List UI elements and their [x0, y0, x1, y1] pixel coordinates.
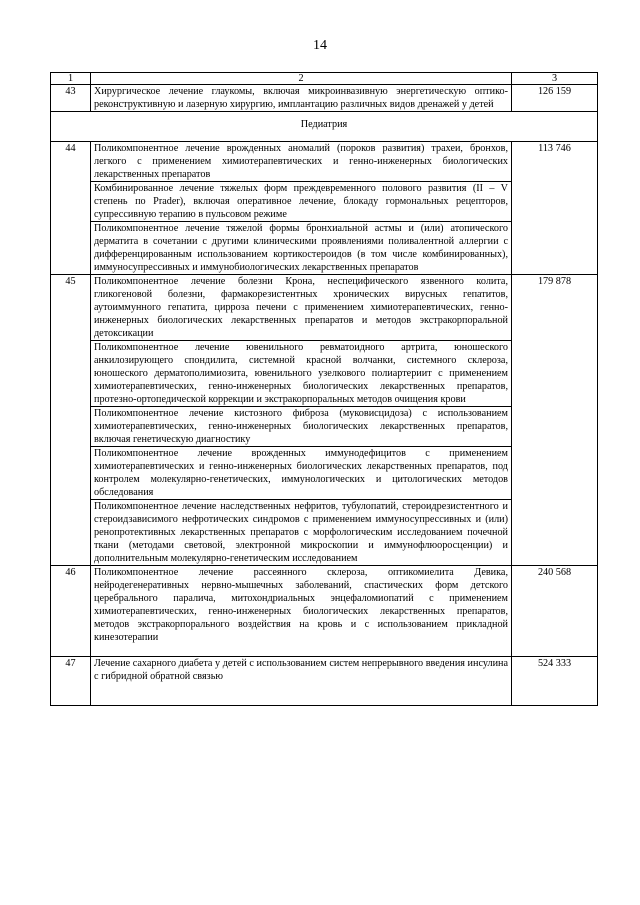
treatment-cost: 126 159 — [512, 85, 598, 112]
row-number: 44 — [51, 142, 91, 275]
column-header-1: 1 — [51, 73, 91, 85]
table-row-44 — [51, 142, 598, 182]
table-row-45 — [51, 275, 598, 341]
row-number: 47 — [51, 657, 91, 706]
section-heading-row — [51, 112, 598, 142]
section-title: Педиатрия — [51, 112, 598, 142]
page-number: 14 — [313, 38, 327, 53]
table-row-47 — [51, 657, 598, 706]
treatment-description: Поликомпонентное лечение кистозного фиброза (муковисцидоза) с использованием химиотерапевтических, генно-инженерных биологических лекарственных препаратов, включая генетическую диагностику — [91, 407, 512, 447]
treatment-cost: 113 746 — [512, 142, 598, 275]
treatment-table — [50, 72, 598, 706]
table-row-46 — [51, 566, 598, 657]
table-header-row — [51, 73, 598, 85]
treatment-cost: 179 878 — [512, 275, 598, 566]
treatment-description: Поликомпонентное лечение болезни Крона, неспецифического язвенного колита, гликогеновой болезни, фармакорезистентных хронических вирусных гепатитов, аутоиммунного гепатита, цирроза печени с применением химиотерапевтических, генно-инженерных биологических лекарственных препаратов и методов экстракорпоральной детоксикации — [91, 275, 512, 341]
treatment-description: Поликомпонентное лечение наследственных нефритов, тубулопатий, стероидрезистентного и стероидзависимого нефротических синдромов с применением иммуносупрессивных и (или) ренопротективных лекарственных препаратов с морфологическим исследованием почечной ткани (методами световой, электронной микроскопии и иммунофлюоросценции) и дополнительным молекулярно-генетическим исследованием — [91, 500, 512, 566]
column-header-2: 2 — [91, 73, 512, 85]
row-number: 43 — [51, 85, 91, 112]
treatment-description: Поликомпонентное лечение врожденных аномалий (пороков развития) трахеи, бронхов, легкого с применением химиотерапевтических и генно-инженерных биологических лекарственных препаратов — [91, 142, 512, 182]
treatment-description: Комбинированное лечение тяжелых форм преждевременного полового развития (II – V степень по Prader), включая оперативное лечение, блокаду гормональных рецепторов, супрессивную терапию в пульсовом режиме — [91, 182, 512, 222]
treatment-description: Поликомпонентное лечение тяжелой формы бронхиальной астмы и (или) атопического дерматита в сочетании с другими клиническими проявлениями поливалентной аллергии с дифференцированным использованием кортикостероидов (в том числе комбинированных), иммуносупрессивных и иммунобиологических лекарственных препаратов — [91, 222, 512, 275]
treatment-description: Поликомпонентное лечение рассеянного склероза, оптикомиелита Девика, нейродегенеративных нервно-мышечных заболеваний, спастических форм детского церебрального паралича, митохондриальных энцефаломиопатий с применением химиотерапевтических, генно-инженерных биологических лекарственных препаратов, методов экстракорпорального воздействия на кровь и с использованием прикладной кинезотерапии — [91, 566, 512, 657]
column-header-3: 3 — [512, 73, 598, 85]
table-row-43 — [51, 85, 598, 112]
treatment-cost: 240 568 — [512, 566, 598, 657]
row-number: 45 — [51, 275, 91, 566]
treatment-description: Поликомпонентное лечение ювенильного ревматоидного артрита, юношеского анкилозирующего спондилита, системной красной волчанки, системного склероза, юношеского дерматополимиозита, ювенильного узелкового полиартериит с применением химиотерапевтических, генно-инженерных биологических лекарственных препаратов, протезно-ортопедической коррекции и экстракорпоральных методов очищения крови — [91, 341, 512, 407]
row-number: 46 — [51, 566, 91, 657]
treatment-description: Поликомпонентное лечение врожденных иммунодефицитов с применением химиотерапевтических и генно-инженерных биологических лекарственных препаратов, под контролем молекулярно-генетических, иммунологических и цитологических методов обследования — [91, 447, 512, 500]
treatment-description: Лечение сахарного диабета у детей с использованием систем непрерывного введения инсулина с гибридной обратной связью — [91, 657, 512, 706]
treatment-description: Хирургическое лечение глаукомы, включая микроинвазивную энергетическую оптико-реконструктивную и лазерную хирургию, имплантацию различных видов дренажей у детей — [91, 85, 512, 112]
treatment-cost: 524 333 — [512, 657, 598, 706]
